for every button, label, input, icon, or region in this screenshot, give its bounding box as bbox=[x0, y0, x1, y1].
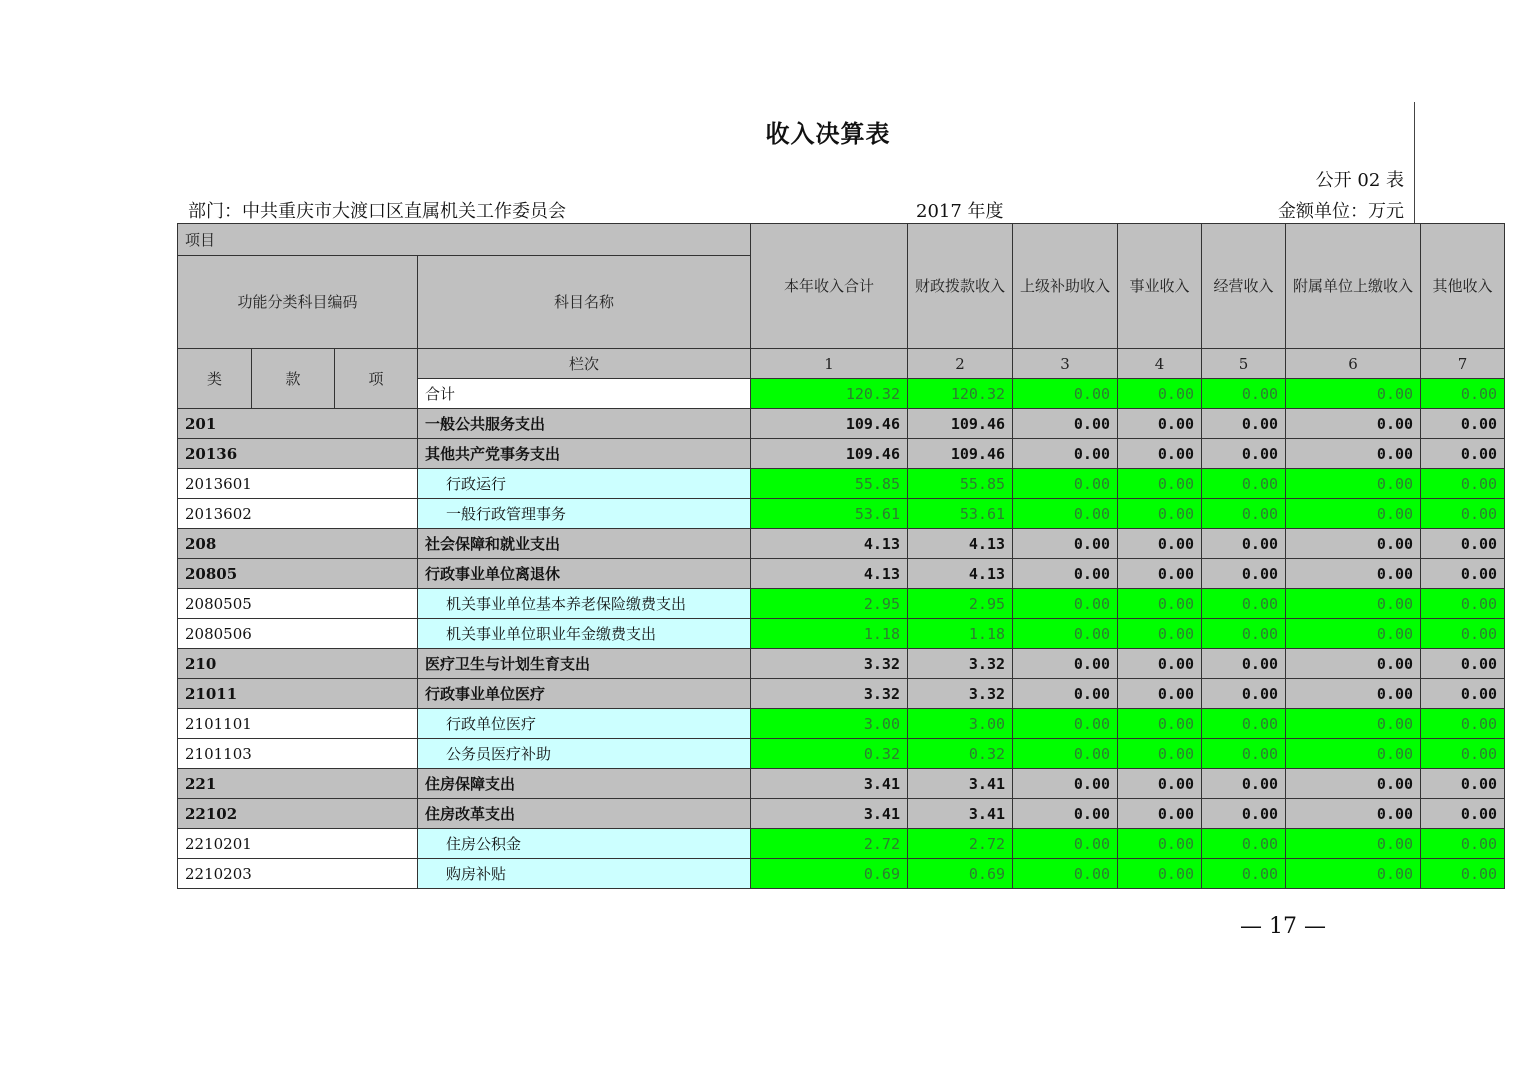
col-header-4: 事业收入 bbox=[1118, 224, 1202, 349]
amount-col-1: 3.00 bbox=[751, 709, 908, 739]
amount-col-3: 0.00 bbox=[1013, 589, 1118, 619]
form-number: 公开 02 表 bbox=[1315, 170, 1404, 191]
amount-col-4: 0.00 bbox=[1118, 529, 1202, 559]
amount-col-1: 2.95 bbox=[751, 589, 908, 619]
total-value-2: 120.32 bbox=[908, 379, 1013, 409]
amount-col-5: 0.00 bbox=[1202, 829, 1286, 859]
amount-col-1: 0.32 bbox=[751, 739, 908, 769]
amount-col-3: 0.00 bbox=[1013, 829, 1118, 859]
amount-col-6: 0.00 bbox=[1286, 439, 1421, 469]
amount-col-2: 4.13 bbox=[908, 529, 1013, 559]
amount-col-5: 0.00 bbox=[1202, 799, 1286, 829]
subject-code: 21011 bbox=[178, 679, 418, 709]
amount-col-5: 0.00 bbox=[1202, 679, 1286, 709]
amount-col-7: 0.00 bbox=[1421, 679, 1505, 709]
category-row bbox=[178, 769, 1505, 799]
subject-name: 住房改革支出 bbox=[418, 799, 751, 829]
amount-col-4: 0.00 bbox=[1118, 769, 1202, 799]
col-header-2: 财政拨款收入 bbox=[908, 224, 1013, 349]
amount-col-6: 0.00 bbox=[1286, 769, 1421, 799]
amount-col-2: 55.85 bbox=[908, 469, 1013, 499]
amount-col-1: 3.41 bbox=[751, 799, 908, 829]
header-row-lanci bbox=[178, 349, 1505, 379]
total-label: 合计 bbox=[418, 379, 751, 409]
amount-col-6: 0.00 bbox=[1286, 469, 1421, 499]
amount-col-3: 0.00 bbox=[1013, 559, 1118, 589]
amount-col-3: 0.00 bbox=[1013, 619, 1118, 649]
amount-col-4: 0.00 bbox=[1118, 439, 1202, 469]
amount-col-4: 0.00 bbox=[1118, 649, 1202, 679]
amount-col-5: 0.00 bbox=[1202, 739, 1286, 769]
kuan-header: 款 bbox=[252, 349, 335, 409]
page-number: — 17 — bbox=[1240, 914, 1326, 939]
amount-col-2: 0.69 bbox=[908, 859, 1013, 889]
amount-col-3: 0.00 bbox=[1013, 649, 1118, 679]
amount-col-7: 0.00 bbox=[1421, 709, 1505, 739]
subject-code: 208 bbox=[178, 529, 418, 559]
amount-col-6: 0.00 bbox=[1286, 739, 1421, 769]
amount-col-4: 0.00 bbox=[1118, 559, 1202, 589]
amount-col-6: 0.00 bbox=[1286, 799, 1421, 829]
subject-name: 机关事业单位基本养老保险缴费支出 bbox=[418, 589, 751, 619]
amount-col-4: 0.00 bbox=[1118, 739, 1202, 769]
amount-col-6: 0.00 bbox=[1286, 529, 1421, 559]
total-value-1: 120.32 bbox=[751, 379, 908, 409]
category-row bbox=[178, 649, 1505, 679]
subject-code: 221 bbox=[178, 769, 418, 799]
amount-col-7: 0.00 bbox=[1421, 409, 1505, 439]
amount-col-2: 1.18 bbox=[908, 619, 1013, 649]
col-number-4: 4 bbox=[1118, 349, 1202, 379]
amount-col-3: 0.00 bbox=[1013, 409, 1118, 439]
amount-col-7: 0.00 bbox=[1421, 799, 1505, 829]
subject-name: 住房公积金 bbox=[418, 829, 751, 859]
subject-name: 购房补贴 bbox=[418, 859, 751, 889]
amount-col-1: 1.18 bbox=[751, 619, 908, 649]
item-row bbox=[178, 709, 1505, 739]
amount-col-7: 0.00 bbox=[1421, 619, 1505, 649]
amount-col-5: 0.00 bbox=[1202, 619, 1286, 649]
amount-col-1: 3.32 bbox=[751, 679, 908, 709]
header-row-project bbox=[178, 224, 1505, 256]
amount-col-1: 53.61 bbox=[751, 499, 908, 529]
amount-col-2: 2.95 bbox=[908, 589, 1013, 619]
amount-col-1: 4.13 bbox=[751, 529, 908, 559]
subject-name: 医疗卫生与计划生育支出 bbox=[418, 649, 751, 679]
col-number-2: 2 bbox=[908, 349, 1013, 379]
total-value-3: 0.00 bbox=[1013, 379, 1118, 409]
amount-col-2: 109.46 bbox=[908, 409, 1013, 439]
amount-col-5: 0.00 bbox=[1202, 469, 1286, 499]
page-title: 收入决算表 bbox=[765, 120, 891, 148]
subject-name: 一般公共服务支出 bbox=[418, 409, 751, 439]
amount-col-2: 4.13 bbox=[908, 559, 1013, 589]
amount-col-1: 55.85 bbox=[751, 469, 908, 499]
fiscal-year: 2017 年度 bbox=[916, 201, 1004, 222]
amount-col-5: 0.00 bbox=[1202, 589, 1286, 619]
amount-col-6: 0.00 bbox=[1286, 409, 1421, 439]
department-label: 部门：中共重庆市大渡口区直属机关工作委员会 bbox=[188, 201, 566, 222]
col-header-5: 经营收入 bbox=[1202, 224, 1286, 349]
subject-name: 一般行政管理事务 bbox=[418, 499, 751, 529]
total-value-5: 0.00 bbox=[1202, 379, 1286, 409]
amount-col-6: 0.00 bbox=[1286, 859, 1421, 889]
amount-col-5: 0.00 bbox=[1202, 439, 1286, 469]
amount-col-7: 0.00 bbox=[1421, 769, 1505, 799]
category-row bbox=[178, 799, 1505, 829]
amount-col-7: 0.00 bbox=[1421, 589, 1505, 619]
amount-col-2: 3.00 bbox=[908, 709, 1013, 739]
subject-name: 住房保障支出 bbox=[418, 769, 751, 799]
income-final-accounts-table bbox=[177, 223, 1505, 889]
amount-col-4: 0.00 bbox=[1118, 499, 1202, 529]
amount-col-7: 0.00 bbox=[1421, 859, 1505, 889]
amount-col-7: 0.00 bbox=[1421, 739, 1505, 769]
item-row bbox=[178, 499, 1505, 529]
amount-col-2: 109.46 bbox=[908, 439, 1013, 469]
amount-col-4: 0.00 bbox=[1118, 799, 1202, 829]
item-row bbox=[178, 469, 1505, 499]
amount-col-2: 3.41 bbox=[908, 769, 1013, 799]
item-row bbox=[178, 589, 1505, 619]
amount-col-2: 0.32 bbox=[908, 739, 1013, 769]
col-number-1: 1 bbox=[751, 349, 908, 379]
amount-col-5: 0.00 bbox=[1202, 709, 1286, 739]
amount-col-6: 0.00 bbox=[1286, 619, 1421, 649]
amount-col-3: 0.00 bbox=[1013, 739, 1118, 769]
amount-col-7: 0.00 bbox=[1421, 559, 1505, 589]
amount-col-4: 0.00 bbox=[1118, 469, 1202, 499]
subject-name: 行政运行 bbox=[418, 469, 751, 499]
subject-code: 2101101 bbox=[178, 709, 418, 739]
subject-name: 行政事业单位离退休 bbox=[418, 559, 751, 589]
subject-name: 社会保障和就业支出 bbox=[418, 529, 751, 559]
lanci-header: 栏次 bbox=[418, 349, 751, 379]
subject-code: 201 bbox=[178, 409, 418, 439]
subject-code: 2210203 bbox=[178, 859, 418, 889]
amount-col-5: 0.00 bbox=[1202, 529, 1286, 559]
lei-header: 类 bbox=[178, 349, 252, 409]
amount-col-6: 0.00 bbox=[1286, 499, 1421, 529]
amount-col-3: 0.00 bbox=[1013, 439, 1118, 469]
item-row bbox=[178, 619, 1505, 649]
subject-code: 2101103 bbox=[178, 739, 418, 769]
amount-col-1: 3.32 bbox=[751, 649, 908, 679]
subject-name: 其他共产党事务支出 bbox=[418, 439, 751, 469]
amount-col-4: 0.00 bbox=[1118, 619, 1202, 649]
category-row bbox=[178, 559, 1505, 589]
subject-name: 机关事业单位职业年金缴费支出 bbox=[418, 619, 751, 649]
amount-col-7: 0.00 bbox=[1421, 649, 1505, 679]
amount-col-1: 4.13 bbox=[751, 559, 908, 589]
amount-col-3: 0.00 bbox=[1013, 799, 1118, 829]
col-number-6: 6 bbox=[1286, 349, 1421, 379]
amount-col-5: 0.00 bbox=[1202, 769, 1286, 799]
amount-col-2: 3.32 bbox=[908, 649, 1013, 679]
amount-col-7: 0.00 bbox=[1421, 499, 1505, 529]
amount-col-2: 53.61 bbox=[908, 499, 1013, 529]
amount-col-1: 2.72 bbox=[751, 829, 908, 859]
amount-col-1: 109.46 bbox=[751, 439, 908, 469]
amount-col-5: 0.00 bbox=[1202, 649, 1286, 679]
amount-col-3: 0.00 bbox=[1013, 769, 1118, 799]
amount-col-3: 0.00 bbox=[1013, 859, 1118, 889]
category-row bbox=[178, 409, 1505, 439]
amount-col-5: 0.00 bbox=[1202, 559, 1286, 589]
amount-col-1: 3.41 bbox=[751, 769, 908, 799]
amount-col-6: 0.00 bbox=[1286, 649, 1421, 679]
amount-col-4: 0.00 bbox=[1118, 709, 1202, 739]
subject-code: 2013602 bbox=[178, 499, 418, 529]
col-number-7: 7 bbox=[1421, 349, 1505, 379]
item-row bbox=[178, 859, 1505, 889]
xiang-header: 项 bbox=[335, 349, 418, 409]
col-header-1: 本年收入合计 bbox=[751, 224, 908, 349]
total-value-7: 0.00 bbox=[1421, 379, 1505, 409]
amount-col-2: 3.32 bbox=[908, 679, 1013, 709]
total-value-4: 0.00 bbox=[1118, 379, 1202, 409]
subject-code: 22102 bbox=[178, 799, 418, 829]
amount-col-3: 0.00 bbox=[1013, 679, 1118, 709]
category-row bbox=[178, 439, 1505, 469]
amount-col-4: 0.00 bbox=[1118, 679, 1202, 709]
project-header: 项目 bbox=[178, 224, 751, 256]
subject-code: 20136 bbox=[178, 439, 418, 469]
amount-col-4: 0.00 bbox=[1118, 409, 1202, 439]
amount-col-6: 0.00 bbox=[1286, 559, 1421, 589]
amount-col-6: 0.00 bbox=[1286, 829, 1421, 859]
amount-col-4: 0.00 bbox=[1118, 829, 1202, 859]
amount-col-2: 3.41 bbox=[908, 799, 1013, 829]
col-header-3: 上级补助收入 bbox=[1013, 224, 1118, 349]
name-header: 科目名称 bbox=[418, 256, 751, 349]
subject-code: 20805 bbox=[178, 559, 418, 589]
amount-col-2: 2.72 bbox=[908, 829, 1013, 859]
amount-col-3: 0.00 bbox=[1013, 529, 1118, 559]
category-row bbox=[178, 679, 1505, 709]
col-number-3: 3 bbox=[1013, 349, 1118, 379]
category-row bbox=[178, 529, 1505, 559]
amount-unit: 金额单位：万元 bbox=[1278, 201, 1404, 222]
col-number-5: 5 bbox=[1202, 349, 1286, 379]
amount-col-5: 0.00 bbox=[1202, 409, 1286, 439]
amount-col-7: 0.00 bbox=[1421, 469, 1505, 499]
amount-col-7: 0.00 bbox=[1421, 529, 1505, 559]
subject-name: 公务员医疗补助 bbox=[418, 739, 751, 769]
amount-col-7: 0.00 bbox=[1421, 829, 1505, 859]
total-value-6: 0.00 bbox=[1286, 379, 1421, 409]
subject-name: 行政事业单位医疗 bbox=[418, 679, 751, 709]
amount-col-6: 0.00 bbox=[1286, 709, 1421, 739]
subject-name: 行政单位医疗 bbox=[418, 709, 751, 739]
item-row bbox=[178, 739, 1505, 769]
amount-col-4: 0.00 bbox=[1118, 859, 1202, 889]
amount-col-5: 0.00 bbox=[1202, 499, 1286, 529]
amount-col-6: 0.00 bbox=[1286, 589, 1421, 619]
amount-col-5: 0.00 bbox=[1202, 859, 1286, 889]
amount-col-6: 0.00 bbox=[1286, 679, 1421, 709]
amount-col-1: 109.46 bbox=[751, 409, 908, 439]
subject-code: 210 bbox=[178, 649, 418, 679]
subject-code: 2080506 bbox=[178, 619, 418, 649]
amount-col-1: 0.69 bbox=[751, 859, 908, 889]
amount-col-4: 0.00 bbox=[1118, 589, 1202, 619]
amount-col-3: 0.00 bbox=[1013, 469, 1118, 499]
code-header: 功能分类科目编码 bbox=[178, 256, 418, 349]
amount-col-7: 0.00 bbox=[1421, 439, 1505, 469]
col-header-7: 其他收入 bbox=[1421, 224, 1505, 349]
amount-col-3: 0.00 bbox=[1013, 709, 1118, 739]
amount-col-3: 0.00 bbox=[1013, 499, 1118, 529]
col-header-6: 附属单位上缴收入 bbox=[1286, 224, 1421, 349]
item-row bbox=[178, 829, 1505, 859]
subject-code: 2210201 bbox=[178, 829, 418, 859]
subject-code: 2080505 bbox=[178, 589, 418, 619]
subject-code: 2013601 bbox=[178, 469, 418, 499]
